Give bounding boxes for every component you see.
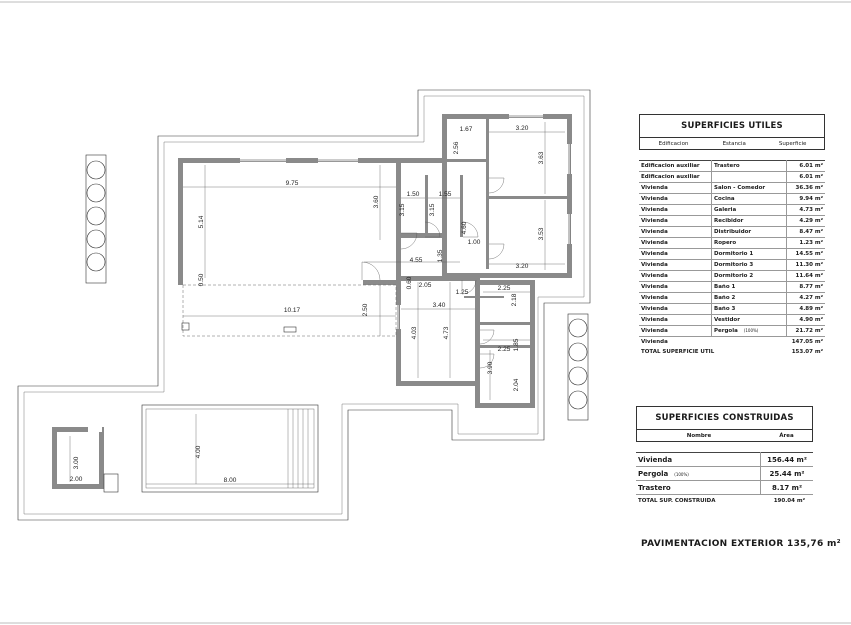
cell-estancia-label: Pergola [714, 328, 738, 334]
cell-estancia-label: Baño 2 [714, 295, 736, 301]
cell-estancia [712, 216, 787, 227]
header-nombre: Nombre [686, 432, 712, 439]
header-edificacion: Edificacion [658, 140, 689, 147]
cell-superficie: 4.29 m² [787, 216, 826, 227]
cell-estancia-label: Ropero [714, 240, 737, 246]
cell-estancia-label: Dormitorio 2 [714, 273, 754, 279]
dim-2-50: 2.50 [362, 303, 369, 317]
dim-1-00: 1.00 [467, 239, 481, 246]
dim-3-60: 3.60 [373, 195, 380, 209]
cell-estancia [712, 282, 787, 293]
dim-2-56: 2.56 [453, 141, 460, 155]
superficies-construidas-title: SUPERFICIES CONSTRUIDAS [637, 407, 812, 430]
planter-left [86, 155, 106, 283]
cell-edificacion: Edificacion auxiliar [639, 172, 712, 183]
cell-estancia [712, 238, 787, 249]
table-row [639, 315, 825, 326]
superficies-construidas-headers [637, 430, 812, 441]
table-row [639, 326, 825, 337]
dim-3-15-b: 3.15 [429, 203, 436, 217]
dim-2-18: 2.18 [511, 293, 518, 307]
dim-3-15-a: 3.15 [399, 203, 406, 217]
table-row [639, 227, 825, 238]
cell-edificacion: Vivienda [639, 216, 712, 227]
dim-3-00: 3.00 [73, 456, 80, 470]
superficies-utiles-table [639, 114, 825, 357]
superficies-construidas-table [636, 406, 813, 506]
trastero-building [52, 427, 118, 492]
dim-8-00: 8.00 [223, 477, 237, 484]
cell-edificacion: Vivienda [639, 315, 712, 326]
cell-edificacion: Vivienda [639, 249, 712, 260]
cell-area: 25.44 m² [761, 467, 814, 481]
table-row [639, 282, 825, 293]
cell-edificacion: Vivienda [639, 227, 712, 238]
cell-estancia [712, 315, 787, 326]
dim-2-05: 2.05 [418, 282, 432, 289]
cell-edificacion: Vivienda [639, 282, 712, 293]
cell-estancia [712, 194, 787, 205]
cell-superficie: 4.73 m² [787, 205, 826, 216]
table-row [636, 467, 813, 481]
dim-3-20-a: 3.20 [515, 125, 529, 132]
dim-0-50: 0.50 [198, 273, 205, 287]
dim-4-73: 4.73 [443, 326, 450, 340]
planter-right [568, 314, 588, 420]
dim-3-53: 3.53 [538, 227, 545, 241]
dim-1-67: 1.67 [459, 126, 473, 133]
dim-4-03: 4.03 [411, 326, 418, 340]
cell-edificacion: Vivienda [639, 205, 712, 216]
cell-superficie: 36.36 m² [787, 183, 826, 194]
superficies-utiles-rows [639, 160, 825, 337]
cell-estancia-label: Dormitorio 3 [714, 262, 754, 268]
table-row [639, 205, 825, 216]
cell-superficie: 8.47 m² [787, 227, 826, 238]
cell-superficie: 4.27 m² [787, 293, 826, 304]
dim-2-25-b: 2.25 [497, 346, 511, 353]
dim-3-90: 3.90 [487, 361, 494, 375]
cell-estancia [712, 227, 787, 238]
table-row [636, 481, 813, 495]
superficies-construidas-rows [636, 452, 813, 495]
cell-edificacion: Vivienda [639, 238, 712, 249]
cell-nombre [636, 481, 761, 495]
cell-estancia-label: Baño 1 [714, 284, 736, 290]
dim-1-35: 1.35 [437, 249, 444, 263]
cell-edificacion: Vivienda [639, 260, 712, 271]
dim-1-85: 1.85 [513, 338, 520, 352]
cell-estancia [712, 249, 787, 260]
cell-edificacion: Vivienda [639, 304, 712, 315]
table-row [639, 293, 825, 304]
cell-edificacion: Edificacion auxiliar [639, 161, 712, 172]
dim-1-25: 1.25 [455, 289, 469, 296]
cell-edificacion: Vivienda [639, 183, 712, 194]
table-row [636, 453, 813, 467]
cell-superficie: 6.01 m² [787, 172, 826, 183]
total-util-value: 153.07 m² [791, 349, 823, 355]
subtotal-label: Vivienda [641, 339, 668, 345]
dim-3-20-b: 3.20 [515, 263, 529, 270]
dim-3-40: 3.40 [432, 302, 446, 309]
dim-1-50: 1.50 [406, 191, 420, 198]
table-row [639, 249, 825, 260]
cell-estancia [712, 260, 787, 271]
cell-superficie: 21.72 m² [787, 326, 826, 337]
dim-4-60: 4.60 [461, 221, 468, 235]
cell-edificacion: Vivienda [639, 271, 712, 282]
dim-10-17: 10.17 [283, 307, 301, 314]
table-row [639, 172, 825, 183]
dim-2-25-a: 2.25 [497, 285, 511, 292]
cell-estancia-label: Dormitorio 1 [714, 251, 754, 257]
dim-3-63: 3.63 [538, 151, 545, 165]
cell-superficie: 1.23 m² [787, 238, 826, 249]
superficies-construidas-totals [636, 495, 813, 506]
dim-4-55: 4.55 [409, 257, 423, 264]
cell-estancia [712, 172, 787, 183]
header-superficie: Superficie [778, 140, 807, 147]
cell-estancia-label: Salon - Comedor [714, 185, 766, 191]
cell-estancia [712, 326, 787, 337]
cell-superficie: 8.77 m² [787, 282, 826, 293]
table-row [639, 304, 825, 315]
cell-estancia-label: Baño 3 [714, 306, 736, 312]
dim-9-75: 9.75 [285, 180, 299, 187]
superficies-utiles-headers [640, 138, 824, 149]
cell-nombre [636, 467, 761, 481]
total-construida-value: 190.04 m² [773, 497, 805, 504]
table-row [639, 271, 825, 282]
dim-4-00: 4.00 [195, 445, 202, 459]
cell-estancia [712, 183, 787, 194]
cell-estancia-label: Trastero [714, 163, 740, 169]
table-row [639, 238, 825, 249]
total-construida-label: TOTAL SUP. CONSTRUIDA [638, 497, 716, 504]
cell-edificacion: Vivienda [639, 194, 712, 205]
superficies-utiles-totals [639, 337, 825, 357]
superficies-utiles-header-box [639, 114, 825, 150]
cell-superficie: 4.89 m² [787, 304, 826, 315]
cell-nombre-label: Vivienda [638, 455, 673, 464]
cell-estancia-label: Recibidor [714, 218, 744, 224]
header-area: Área [779, 432, 794, 439]
header-estancia: Estancia [722, 140, 746, 147]
dim-5-14: 5.14 [198, 215, 205, 229]
dim-2-04: 2.04 [513, 378, 520, 392]
cell-estancia [712, 205, 787, 216]
cell-superficie: 4.90 m² [787, 315, 826, 326]
cell-estancia-label: Distribuidor [714, 229, 752, 235]
cell-estancia-label: Galeria [714, 207, 737, 213]
cell-estancia-label: Cocina [714, 196, 735, 202]
total-util-label: TOTAL SUPERFICIE UTIL [641, 349, 715, 355]
superficies-construidas-header-box [636, 406, 813, 442]
table-row [639, 194, 825, 205]
cell-edificacion: Vivienda [639, 293, 712, 304]
cell-area: 156.44 m² [761, 453, 814, 467]
cell-nombre-label: Trastero [638, 483, 671, 492]
cell-estancia-label: Vestidor [714, 317, 740, 323]
cell-nombre [636, 453, 761, 467]
cell-superficie: 14.55 m² [787, 249, 826, 260]
cell-superficie: 9.94 m² [787, 194, 826, 205]
cell-area: 8.17 m² [761, 481, 814, 495]
dim-1-55: 1.55 [438, 191, 452, 198]
table-row [639, 183, 825, 194]
cell-estancia [712, 304, 787, 315]
subtotal-value: 147.05 m² [791, 339, 823, 345]
dim-0-60: 0.60 [406, 276, 413, 290]
table-row [639, 260, 825, 271]
cell-nombre-note: (100%) [674, 471, 689, 477]
house-walls [178, 114, 572, 408]
cell-estancia [712, 293, 787, 304]
cell-superficie: 11.30 m² [787, 260, 826, 271]
cell-estancia [712, 161, 787, 172]
superficies-utiles-title: SUPERFICIES UTILES [640, 115, 824, 138]
cell-nombre-label: Pergola [638, 469, 669, 478]
table-row [639, 216, 825, 227]
table-row [639, 161, 825, 172]
cell-estancia [712, 271, 787, 282]
cell-edificacion: Vivienda [639, 326, 712, 337]
pavimentacion-exterior: PAVIMENTACION EXTERIOR 135,76 m² [641, 539, 841, 549]
cell-superficie: 6.01 m² [787, 161, 826, 172]
dim-2-00: 2.00 [69, 476, 83, 483]
cell-superficie: 11.64 m² [787, 271, 826, 282]
cell-estancia-note: (100%) [743, 328, 759, 333]
